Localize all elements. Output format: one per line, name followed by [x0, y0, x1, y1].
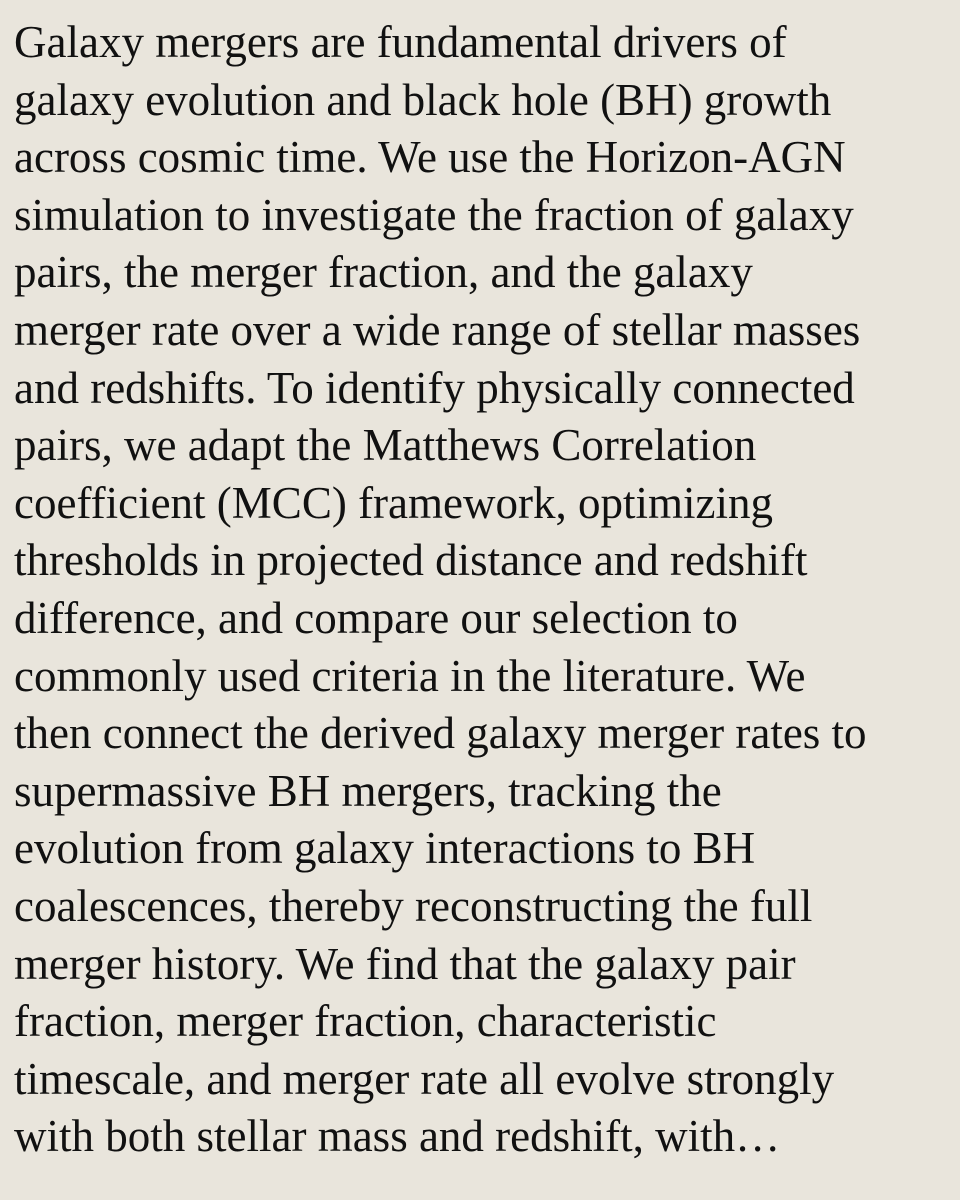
- abstract-line: then connect the derived galaxy merger rates to: [14, 708, 867, 759]
- abstract-line: across cosmic time. We use the Horizon-AGN: [14, 132, 846, 183]
- abstract-line: evolution from galaxy interactions to BH: [14, 823, 756, 874]
- abstract-line: fraction, merger fraction, characteristic: [14, 996, 717, 1047]
- abstract-line: coalescences, thereby reconstructing the full: [14, 880, 813, 931]
- abstract-line: pairs, the merger fraction, and the galaxy: [14, 247, 753, 298]
- abstract-line: simulation to investigate the fraction of galaxy: [14, 189, 854, 240]
- abstract-line: and redshifts. To identify physically connected: [14, 362, 855, 413]
- abstract-text: [14, 14, 946, 1166]
- abstract-line: pairs, we adapt the Matthews Correlation: [14, 420, 757, 471]
- abstract-line: merger rate over a wide range of stellar masses: [14, 304, 861, 355]
- abstract-line: commonly used criteria in the literature. We: [14, 650, 806, 701]
- abstract-line: with both stellar mass and redshift, with…: [14, 1111, 781, 1162]
- abstract-line: timescale, and merger rate all evolve strongly: [14, 1053, 835, 1104]
- abstract-line: merger history. We find that the galaxy pair: [14, 938, 796, 989]
- abstract-line: thresholds in projected distance and redshift: [14, 535, 808, 586]
- abstract-line: difference, and compare our selection to: [14, 592, 738, 643]
- abstract-line: supermassive BH mergers, tracking the: [14, 765, 722, 816]
- abstract-line: Galaxy mergers are fundamental drivers of: [14, 17, 787, 67]
- abstract-line: coefficient (MCC) framework, optimizing: [14, 477, 773, 528]
- abstract-line: galaxy evolution and black hole (BH) growth: [14, 74, 832, 125]
